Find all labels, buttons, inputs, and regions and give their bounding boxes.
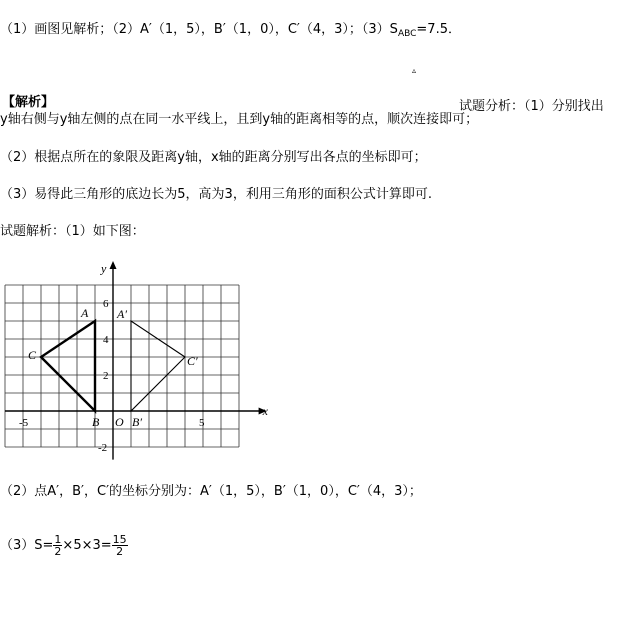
- answer-line: [0, 22, 461, 42]
- y-axis-arrow-icon: [110, 261, 117, 269]
- fraction-result: [112, 534, 128, 557]
- solution-intro: 试题解析：（1）如下图：: [0, 224, 145, 239]
- point-c-label: C: [28, 348, 37, 362]
- half-numerator: 1: [54, 533, 62, 546]
- point-c-prime-label: C′: [187, 354, 198, 368]
- x-tick-label: -5: [19, 417, 29, 429]
- answer-text: （1）画图见解析；（2）A′（1，5），B′（1，0），C′（4，3）；（3）S: [0, 22, 398, 37]
- graph-labels: [19, 261, 269, 454]
- part2-text: （2）点A′，B′，C′的坐标分别为：A′（1，5），B′（1，0），C′（4，3）；: [0, 484, 422, 499]
- origin-label: O: [115, 415, 124, 429]
- part3-mid: ×5×3=: [62, 538, 112, 553]
- result-denominator: 2: [116, 545, 124, 558]
- y-tick-label: 6: [103, 298, 109, 310]
- y-tick-label: -2: [98, 442, 108, 454]
- point-b-label: B: [92, 415, 100, 429]
- y-tick-label: 2: [103, 370, 109, 382]
- result-numerator: 15: [112, 533, 127, 546]
- answer-subscript: ABC: [397, 29, 417, 39]
- coordinate-graph: [0, 261, 268, 462]
- y-axis-label: y: [101, 261, 107, 276]
- part3-line: [0, 528, 128, 564]
- analysis-line-1: y轴右侧与y轴左侧的点在同一水平线上，且到y轴的距离相等的点，顺次连接即可；: [0, 112, 479, 127]
- analysis-line-3: （3）易得此三角形的底边长为5，高为3，利用三角形的面积公式计算即可.: [0, 187, 432, 202]
- point-a-prime-label: A′: [117, 307, 127, 321]
- half-denominator: 2: [54, 545, 62, 558]
- y-tick-label: 4: [103, 334, 109, 346]
- triangle-abc-prime: [131, 321, 185, 411]
- analysis-heading: 【解析】: [2, 95, 55, 110]
- triangle-mark: ▵: [412, 66, 417, 75]
- point-a-label: A: [81, 306, 89, 320]
- analysis-line-2: （2）根据点所在的象限及距离y轴，x轴的距离分别写出各点的坐标即可；: [0, 150, 427, 165]
- part3-prefix: （3）S=: [0, 538, 54, 553]
- x-axis-label: x: [262, 404, 268, 418]
- answer-tail: =7.5．: [416, 22, 461, 37]
- point-b-prime-label: B′: [132, 415, 142, 429]
- triangle-abc: [41, 321, 95, 411]
- analysis-right-text: 试题分析：（1）分别找出: [459, 99, 604, 114]
- x-tick-label: 5: [199, 417, 205, 429]
